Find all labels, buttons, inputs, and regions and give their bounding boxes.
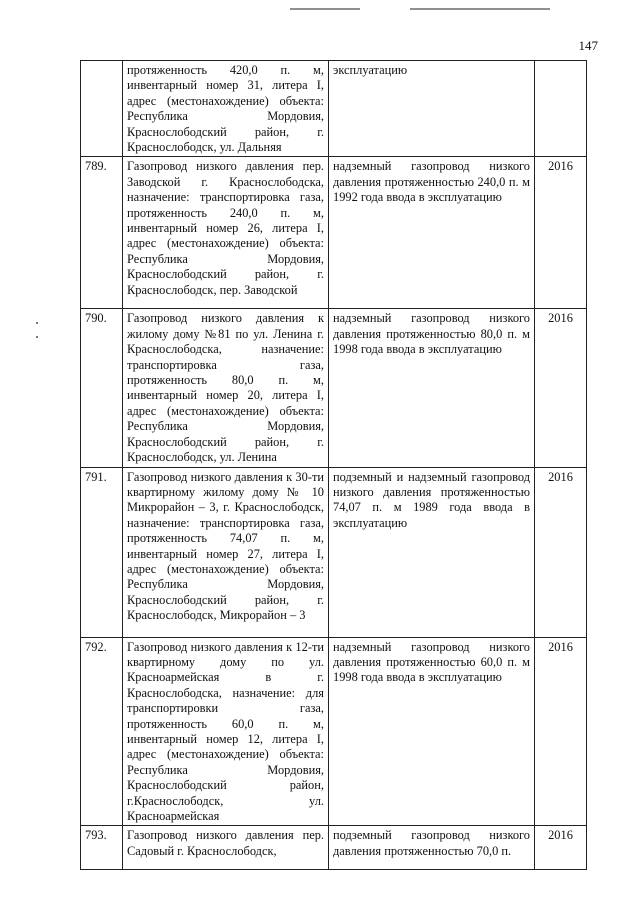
object-name: Газопровод низкого давления к 30-ти квартирному жилому дому № 10 Микрорайон – 3, г. Краснослободск, назначение: транспортировка газа, протяженность 74,07 п. м, инвентарный номер 27, литера I, адрес (местонахождение) объекта: Республика Мордовия, Краснослободский район, г. Краснослободск, Микрорайон – 3 bbox=[123, 467, 329, 637]
table-row bbox=[81, 309, 587, 467]
year: 2016 bbox=[535, 157, 587, 309]
row-number: 791. bbox=[81, 467, 123, 637]
object-name: Газопровод низкого давления к 12-ти квартирному дому по ул. Красноармейская в г. Краснослободска, назначение: для транспортировки газа, протяженность 60,0 п. м, инвентарный номер 12, литера I, адрес (местонахождение) объекта: Республика Мордовия, Краснослободский район, г.Краснослободск, ул. Красноармейская bbox=[123, 637, 329, 826]
object-description: надземный газопровод низкого давления протяженностью 60,0 п. м 1998 года ввода в эксплуатацию bbox=[329, 637, 535, 826]
year bbox=[535, 61, 587, 157]
row-number: 793. bbox=[81, 826, 123, 870]
year: 2016 bbox=[535, 826, 587, 870]
scan-artifact bbox=[410, 8, 550, 10]
row-number bbox=[81, 61, 123, 157]
object-description: надземный газопровод низкого давления протяженностью 240,0 п. м 1992 года ввода в эксплуатацию bbox=[329, 157, 535, 309]
object-description: подземный и надземный газопровод низкого давления протяженностью 74,07 п. м 1989 года ввода в эксплуатацию bbox=[329, 467, 535, 637]
table-row bbox=[81, 826, 587, 870]
margin-mark bbox=[36, 322, 38, 324]
table-row bbox=[81, 467, 587, 637]
object-name: протяженность 420,0 п. м, инвентарный номер 31, литера I, адрес (местонахождение) объекта: Республика Мордовия, Краснослободский район, г. Краснослободск, ул. Дальняя bbox=[123, 61, 329, 157]
object-description: надземный газопровод низкого давления протяженностью 80,0 п. м 1998 года ввода в эксплуатацию bbox=[329, 309, 535, 467]
object-description: эксплуатацию bbox=[329, 61, 535, 157]
row-number: 790. bbox=[81, 309, 123, 467]
object-name: Газопровод низкого давления пер. Садовый г. Краснослободск, bbox=[123, 826, 329, 870]
object-name: Газопровод низкого давления к жилому дому №81 по ул. Ленина г. Краснослободска, назначение: транспортировка газа, протяженность 80,0 п. м, инвентарный номер 20, литера I, адрес (местонахождение) объекта: Республика Мордовия, Краснослободский район, г. Краснослободск, ул. Ленина bbox=[123, 309, 329, 467]
registry-table bbox=[80, 60, 587, 870]
row-number: 789. bbox=[81, 157, 123, 309]
year: 2016 bbox=[535, 467, 587, 637]
row-number: 792. bbox=[81, 637, 123, 826]
table-row bbox=[81, 637, 587, 826]
object-description: подземный газопровод низкого давления протяженностью 70,0 п. bbox=[329, 826, 535, 870]
margin-mark bbox=[36, 336, 38, 338]
page-number: 147 bbox=[578, 38, 598, 53]
table-row bbox=[81, 61, 587, 157]
object-name: Газопровод низкого давления пер. Заводской г. Краснослободска, назначение: транспортировка газа, протяженность 240,0 п. м, инвентарный номер 26, литера I, адрес (местонахождение) объекта: Республика Мордовия, Краснослободский район, г. Краснослободск, пер. Заводской bbox=[123, 157, 329, 309]
year: 2016 bbox=[535, 637, 587, 826]
scan-artifact bbox=[290, 8, 360, 10]
year: 2016 bbox=[535, 309, 587, 467]
table-row bbox=[81, 157, 587, 309]
